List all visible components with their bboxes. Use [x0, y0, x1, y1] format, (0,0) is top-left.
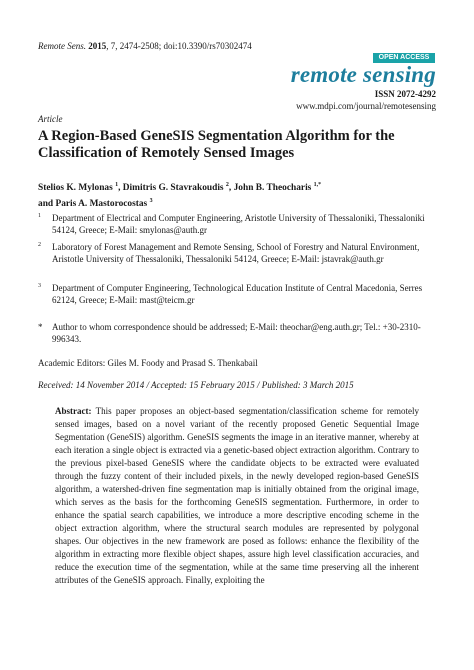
article-title: A Region-Based GeneSIS Segmentation Algorithm for the Classification of Remotely Sensed Images [38, 128, 395, 161]
abstract [55, 405, 419, 587]
author-name: Dimitris G. Stavrakoudis [122, 183, 224, 194]
author-affiliation-mark: 1,* [313, 182, 322, 188]
journal-logo: remote sensing [290, 62, 436, 87]
author-list: Stelios K. Mylonas $^1$, Dimitris G. Stavrakoudis $^2$, John B. Theocharis $^{1,*}$ and Paris A. Mastorocostas $^3$ [38, 182, 322, 210]
correspondence-text: Author to whom correspondence should be addressed; E-Mail: theochar@eng.auth.gr; Tel.: +30-2310-996343. [52, 322, 421, 344]
open-access-badge: OPEN ACCESS [373, 53, 435, 63]
citation-year: 2015 [88, 41, 107, 51]
affiliation-mark: 3 [38, 283, 41, 289]
author-name: Paris A. Mastorocostas [55, 199, 148, 210]
author-name: Stelios K. Mylonas [38, 183, 113, 194]
abstract-text: This paper proposes an object-based segmentation/classification scheme for remotely sensed images, based on a novel variant of the recently proposed Genetic Sequential Image Segmentation (GeneSIS) algorithm. GeneSIS segments the image in an iterative manner, whereby at each iteration a single object is extracted via a genetic-based object extraction algorithm. Contrary to the previous pixel-based GeneSIS where the candidate objects to be extracted were evaluated through the fuzzy content of their included pixels, in the newly developed region-based GeneSIS algorithm, a watershed-driven fine segmentation map is initially obtained from the original image, which serves as the basis for the forthcoming GeneSIS segmentation. Furthermore, in order to enhance the spatial search capabilities, we introduce a more descriptive encoding scheme in the object extraction algorithm, where the structural search modules are represented by polygonal shapes. Our objectives in the new framework are posed as follows: enhance the flexibility of the algorithm in extracting more flexible object shapes, assure high level classification accuracies, and reduce the execution time of the segmentation, while at the same time preserving all the inherent attributes of the GeneSIS approach. Finally, exploiting the [55, 406, 419, 585]
affiliation-text: Laboratory of Forest Management and Remote Sensing, School of Forestry and Natural Environment, Aristotle University of Thessaloniki, Thessaloniki 54124, Greece; E-Mail: jstavrak@auth.gr [52, 242, 420, 264]
issn: ISSN 2072-4292 [374, 89, 436, 99]
author-affiliation-mark: 1 [115, 182, 119, 188]
affiliation-mark: 2 [38, 242, 41, 248]
author-affiliation-mark: 2 [225, 182, 229, 188]
affiliation-text: Department of Electrical and Computer Engineering, Aristotle University of Thessaloniki, Thessaloniki 54124, Greece; E-Mail: smylonas@auth.gr [52, 213, 425, 235]
affiliation-text: Department of Computer Engineering, Technological Education Institute of Central Macedonia, Serres 62124, Greece; E-Mail: mast@teicm.gr [52, 283, 423, 305]
author-name: John B. Theocharis [233, 183, 312, 194]
abstract-label: Abstract: [55, 406, 92, 416]
publication-dates: Received: 14 November 2014 / Accepted: 15 February 2015 / Published: 3 March 2015 [38, 380, 354, 390]
citation-rest: , 7, 2474-2508; doi:10.3390/rs70302474 [106, 41, 252, 51]
citation-journal: Remote Sens. [38, 41, 86, 51]
author-affiliation-mark: 3 [149, 198, 153, 205]
correspondence-mark: * [38, 322, 43, 332]
article-type: Article [38, 114, 63, 124]
affiliation-mark: 1 [38, 213, 41, 219]
citation-line [38, 41, 252, 51]
academic-editors: Academic Editors: Giles M. Foody and Prasad S. Thenkabail [38, 358, 258, 368]
journal-url[interactable]: www.mdpi.com/journal/remotesensing [296, 101, 436, 111]
